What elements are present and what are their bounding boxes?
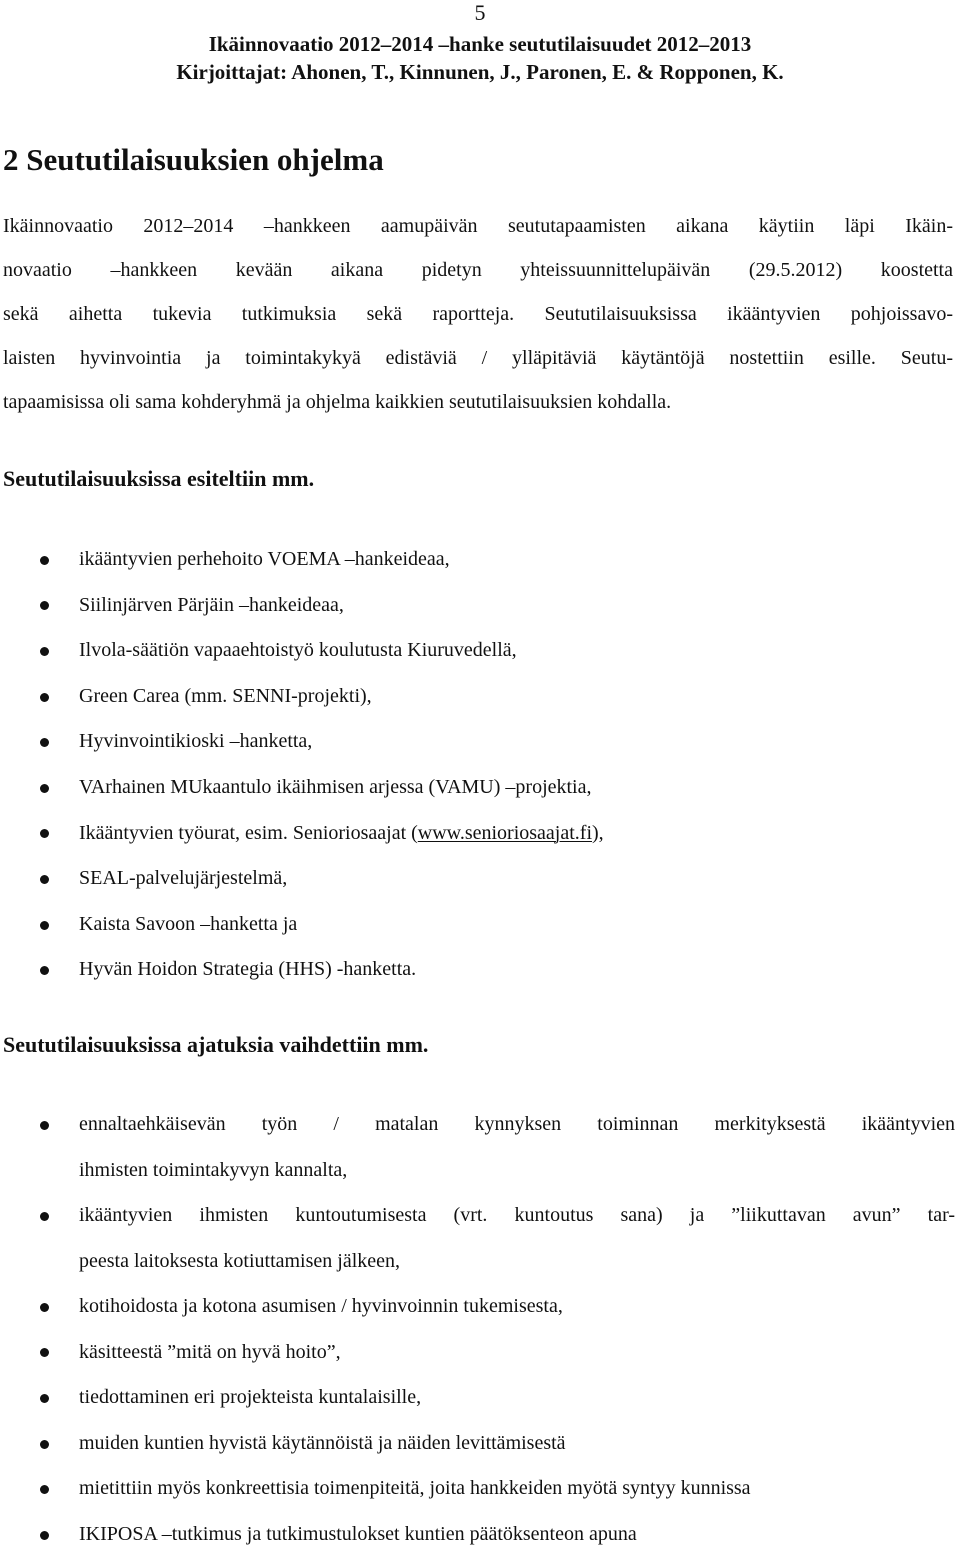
list-item-text-line: ikääntyvien ihmisten kuntoutumisesta (vrt. kuntoutus sana) ja ”liikuttavan avun” tar-	[79, 1204, 955, 1226]
list-item-text: Hyvinvointikioski –hanketta,	[79, 730, 313, 753]
bullet-icon	[40, 693, 49, 702]
list-item-text: IKIPOSA –tutkimus ja tutkimustulokset kuntien päätöksenteon apuna	[79, 1522, 637, 1545]
list-item	[0, 765, 960, 811]
presented-list	[0, 537, 960, 993]
senioriosaajat-link[interactable]: www.senioriosaajat.fi	[417, 821, 593, 844]
bullet-icon	[40, 738, 49, 747]
bullet-icon	[40, 829, 49, 838]
bullet-icon	[40, 1212, 49, 1221]
bullet-icon	[40, 647, 49, 656]
list-item	[0, 537, 960, 583]
list-item	[0, 856, 960, 902]
intro-line: sekä aihetta tukevia tutkimuksia sekä raportteja. Seututilaisuuksissa ikääntyvien pohjoissavo-	[3, 303, 953, 325]
list-item	[0, 811, 960, 857]
list-item	[0, 1193, 960, 1284]
intro-line: laisten hyvinvointia ja toimintakykyä edistäviä / ylläpitäviä käytäntöjä nostettiin esille. Seutu-	[3, 347, 953, 369]
bullet-icon	[40, 1303, 49, 1312]
bullet-icon	[40, 556, 49, 565]
list-item-text: muiden kuntien hyvistä käytännöistä ja näiden levittämisestä	[79, 1431, 566, 1454]
header-project-line: Ikäinnovaatio 2012–2014 –hanke seututilaisuudet 2012–2013	[208, 32, 752, 56]
list-item-text: tiedottaminen eri projekteista kuntalaisille,	[79, 1386, 422, 1409]
bullet-icon	[40, 784, 49, 793]
bullet-icon	[40, 875, 49, 884]
header-authors-line: Kirjoittajat: Ahonen, T., Kinnunen, J., Paronen, E. & Ropponen, K.	[176, 60, 784, 84]
intro-line: novaatio –hankkeen kevään aikana pidetyn yhteissuunnittelupäivän (29.5.2012) koostetta	[3, 259, 953, 281]
list-item-text: SEAL-palvelujärjestelmä,	[79, 867, 288, 890]
list-item	[0, 1330, 960, 1376]
list-item-text: Ilvola-säätiön vapaaehtoistyö koulutusta Kiuruvedellä,	[79, 639, 517, 662]
list-item	[0, 1284, 960, 1330]
exchanged-list	[0, 1102, 960, 1558]
list-item-text-line: ihmisten toimintakyvyn kannalta,	[79, 1158, 348, 1181]
list-item-text: Ikääntyvien työurat, esim. Senioriosaajat (	[79, 821, 418, 844]
presented-heading: Seututilaisuuksissa esiteltiin mm.	[3, 466, 315, 491]
list-item-text: kotihoidosta ja kotona asumisen / hyvinvoinnin tukemisesta,	[79, 1295, 563, 1317]
bullet-icon	[40, 966, 49, 975]
exchanged-heading: Seututilaisuuksissa ajatuksia vaihdettiin mm.	[3, 1032, 429, 1057]
intro-paragraph	[3, 204, 953, 424]
list-item-text-line: peesta laitoksesta kotiuttamisen jälkeen,	[79, 1249, 401, 1272]
intro-line: Ikäinnovaatio 2012–2014 –hankkeen aamupäivän seututapaamisten aikana käytiin läpi Ikäin-	[3, 215, 953, 237]
list-item	[0, 947, 960, 993]
list-item-text: Kaista Savoon –hanketta ja	[79, 912, 298, 935]
list-item-text-line: ennaltaehkäisevän työn / matalan kynnyksen toiminnan merkityksestä ikääntyvien	[79, 1113, 955, 1135]
bullet-icon	[40, 1440, 49, 1449]
bullet-icon	[40, 1394, 49, 1403]
list-item	[0, 674, 960, 720]
list-item-text: käsitteestä ”mitä on hyvä hoito”,	[79, 1340, 341, 1363]
page-number: 5	[474, 0, 486, 25]
list-item-text-suffix: ),	[592, 821, 604, 844]
bullet-icon	[40, 1485, 49, 1494]
list-item-text: ikääntyvien perhehoito VOEMA –hankeideaa,	[79, 548, 450, 570]
bullet-icon	[40, 1121, 49, 1130]
bullet-icon	[40, 601, 49, 610]
list-item	[0, 628, 960, 674]
list-item-text: mietittiin myös konkreettisia toimenpiteitä, joita hankkeiden myötä syntyy kunnissa	[79, 1477, 751, 1500]
bullet-icon	[40, 1348, 49, 1357]
list-item	[0, 1102, 960, 1193]
list-item-text: Siilinjärven Pärjäin –hankeideaa,	[79, 593, 344, 616]
list-item	[0, 1512, 960, 1558]
list-item	[0, 1375, 960, 1421]
list-item	[0, 1421, 960, 1467]
section-title: 2 Seututilaisuuksien ohjelma	[3, 142, 384, 177]
list-item-text: Green Carea (mm. SENNI-projekti),	[79, 684, 372, 707]
list-item	[0, 719, 960, 765]
bullet-icon	[40, 921, 49, 930]
running-header	[0, 30, 960, 86]
list-item	[0, 902, 960, 948]
list-item	[0, 1466, 960, 1512]
list-item-text: Hyvän Hoidon Strategia (HHS) -hanketta.	[79, 958, 417, 981]
bullet-icon	[40, 1531, 49, 1540]
intro-line: tapaamisissa oli sama kohderyhmä ja ohjelma kaikkien seututilaisuuksien kohdalla.	[3, 391, 672, 413]
list-item	[0, 583, 960, 629]
list-item-text: VArhainen MUkaantulo ikäihmisen arjessa (VAMU) –projektia,	[79, 775, 592, 798]
